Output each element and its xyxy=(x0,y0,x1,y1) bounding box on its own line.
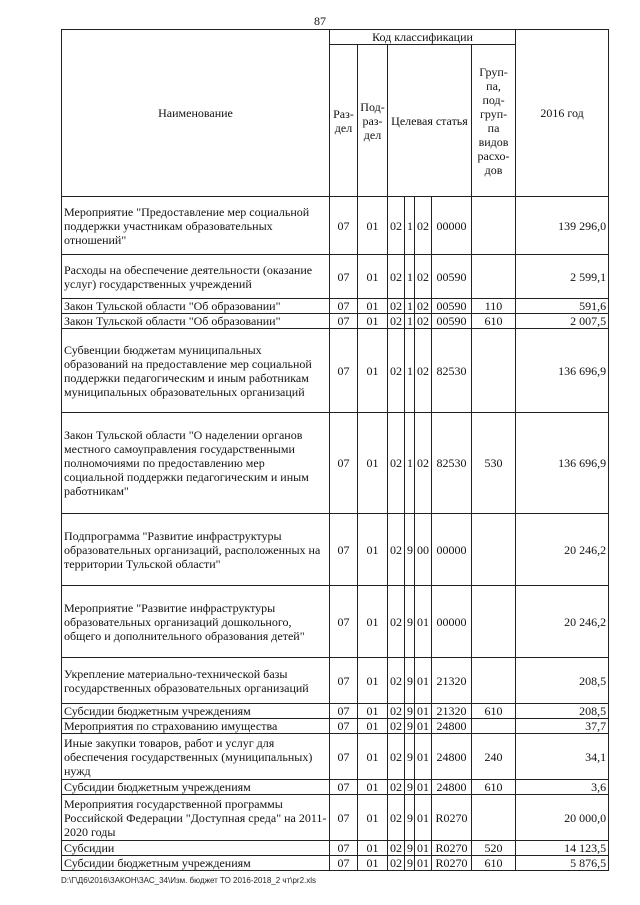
cell-t3: 02 xyxy=(415,413,432,514)
cell-pr: 01 xyxy=(358,329,388,413)
cell-sum: 34,1 xyxy=(516,734,609,780)
cell-rz: 07 xyxy=(330,197,358,255)
cell-name: Расходы на обеспечение деятельности (оказание услуг) государственных учреждений xyxy=(62,255,330,299)
cell-t3: 02 xyxy=(415,329,432,413)
cell-t4: 21320 xyxy=(432,658,472,704)
cell-name: Закон Тульской области "О наделении органов местного самоуправления государственными полномочиями по предоставлению мер социальной поддержки педагогическим и иным работникам" xyxy=(62,413,330,514)
cell-name: Субсидии бюджетным учреждениям xyxy=(62,704,330,719)
cell-rz: 07 xyxy=(330,514,358,586)
cell-t4: 00590 xyxy=(432,314,472,329)
table-row xyxy=(62,841,609,856)
cell-rz: 07 xyxy=(330,314,358,329)
cell-t2: 9 xyxy=(405,658,415,704)
cell-pr: 01 xyxy=(358,704,388,719)
table-row xyxy=(62,255,609,299)
cell-t4: 82530 xyxy=(432,329,472,413)
cell-t1: 02 xyxy=(388,780,405,795)
cell-pr: 01 xyxy=(358,658,388,704)
cell-pr: 01 xyxy=(358,413,388,514)
table-body xyxy=(62,197,609,871)
cell-name: Мероприятия по страхованию имущества xyxy=(62,719,330,734)
cell-t2: 1 xyxy=(405,255,415,299)
cell-name: Закон Тульской области "Об образовании" xyxy=(62,314,330,329)
cell-t2: 9 xyxy=(405,734,415,780)
cell-sum: 20 246,2 xyxy=(516,586,609,658)
cell-vr: 610 xyxy=(472,704,516,719)
cell-t1: 02 xyxy=(388,413,405,514)
cell-t1: 02 xyxy=(388,329,405,413)
cell-vr: 110 xyxy=(472,299,516,314)
cell-t4: 24800 xyxy=(432,719,472,734)
cell-t4: R0270 xyxy=(432,856,472,871)
cell-t1: 02 xyxy=(388,658,405,704)
table-row xyxy=(62,795,609,841)
table-row xyxy=(62,197,609,255)
cell-t3: 02 xyxy=(415,197,432,255)
cell-name: Мероприятия государственной программы Российской Федерации "Доступная среда" на 2011-2020 годы xyxy=(62,795,330,841)
cell-t2: 9 xyxy=(405,704,415,719)
cell-name: Мероприятие "Развитие инфраструктуры образовательных организаций дошкольного, общего и дополнительного образования детей" xyxy=(62,586,330,658)
cell-pr: 01 xyxy=(358,734,388,780)
cell-t4: 24800 xyxy=(432,780,472,795)
header-year: 2016 год xyxy=(516,30,609,197)
cell-vr xyxy=(472,658,516,704)
cell-t1: 02 xyxy=(388,314,405,329)
cell-name: Закон Тульской области "Об образовании" xyxy=(62,299,330,314)
cell-vr xyxy=(472,514,516,586)
header-subsection: Под- раз- дел xyxy=(358,45,388,197)
cell-t2: 1 xyxy=(405,197,415,255)
cell-pr: 01 xyxy=(358,314,388,329)
cell-t3: 01 xyxy=(415,841,432,856)
cell-pr: 01 xyxy=(358,255,388,299)
cell-name: Мероприятие "Предоставление мер социальной поддержки участникам образовательных отношений" xyxy=(62,197,330,255)
cell-vr xyxy=(472,719,516,734)
cell-vr xyxy=(472,197,516,255)
cell-vr xyxy=(472,795,516,841)
cell-t3: 00 xyxy=(415,514,432,586)
cell-t4: 00590 xyxy=(432,299,472,314)
cell-rz: 07 xyxy=(330,413,358,514)
cell-name: Подпрограмма "Развитие инфраструктуры образовательных организаций, расположенных на территории Тульской области" xyxy=(62,514,330,586)
cell-vr xyxy=(472,329,516,413)
cell-t3: 01 xyxy=(415,780,432,795)
header-code-group: Код классификации xyxy=(330,30,516,45)
table-row xyxy=(62,704,609,719)
cell-t3: 01 xyxy=(415,856,432,871)
cell-t3: 01 xyxy=(415,658,432,704)
cell-rz: 07 xyxy=(330,704,358,719)
cell-t2: 9 xyxy=(405,514,415,586)
cell-sum: 591,6 xyxy=(516,299,609,314)
cell-t4: 00000 xyxy=(432,197,472,255)
cell-t1: 02 xyxy=(388,586,405,658)
page-number: 87 xyxy=(314,14,326,28)
cell-t2: 1 xyxy=(405,413,415,514)
cell-sum: 208,5 xyxy=(516,704,609,719)
cell-t2: 9 xyxy=(405,586,415,658)
cell-rz: 07 xyxy=(330,255,358,299)
header-target: Целевая статья xyxy=(388,45,472,197)
table-row xyxy=(62,856,609,871)
cell-name: Укрепление материально-технической базы государственных образовательных организаций xyxy=(62,658,330,704)
cell-vr: 240 xyxy=(472,734,516,780)
cell-sum: 208,5 xyxy=(516,658,609,704)
table-row xyxy=(62,734,609,780)
table-row xyxy=(62,413,609,514)
cell-t2: 9 xyxy=(405,795,415,841)
cell-name: Субсидии бюджетным учреждениям xyxy=(62,856,330,871)
cell-rz: 07 xyxy=(330,734,358,780)
cell-t2: 1 xyxy=(405,299,415,314)
cell-t2: 1 xyxy=(405,314,415,329)
header-name: Наименование xyxy=(62,30,330,197)
cell-t4: 82530 xyxy=(432,413,472,514)
table-row xyxy=(62,314,609,329)
cell-pr: 01 xyxy=(358,841,388,856)
cell-name: Субсидии бюджетным учреждениям xyxy=(62,780,330,795)
cell-vr: 610 xyxy=(472,314,516,329)
cell-t1: 02 xyxy=(388,197,405,255)
cell-t4: R0270 xyxy=(432,795,472,841)
cell-t2: 9 xyxy=(405,719,415,734)
cell-t1: 02 xyxy=(388,795,405,841)
cell-sum: 2 007,5 xyxy=(516,314,609,329)
cell-sum: 5 876,5 xyxy=(516,856,609,871)
cell-name: Субвенции бюджетам муниципальных образований на предоставление мер социальной поддержки педагогическим и иным работникам муниципальных образовательных организаций xyxy=(62,329,330,413)
cell-t3: 02 xyxy=(415,314,432,329)
cell-vr: 520 xyxy=(472,841,516,856)
cell-t1: 02 xyxy=(388,299,405,314)
cell-rz: 07 xyxy=(330,658,358,704)
cell-sum: 20 000,0 xyxy=(516,795,609,841)
cell-t1: 02 xyxy=(388,255,405,299)
table-row xyxy=(62,586,609,658)
cell-t3: 01 xyxy=(415,734,432,780)
cell-pr: 01 xyxy=(358,197,388,255)
file-path-footer: D:\Г\Д6\2016\ЗАКОН\ЗАС_34\Изм. бюджет ТО 2016-2018_2 чт\pr2.xls xyxy=(61,876,317,885)
cell-vr xyxy=(472,255,516,299)
cell-rz: 07 xyxy=(330,856,358,871)
cell-t3: 02 xyxy=(415,299,432,314)
cell-name: Иные закупки товаров, работ и услуг для обеспечения государственных (муниципальных) нужд xyxy=(62,734,330,780)
table-row xyxy=(62,719,609,734)
cell-t1: 02 xyxy=(388,841,405,856)
cell-t3: 01 xyxy=(415,719,432,734)
cell-sum: 2 599,1 xyxy=(516,255,609,299)
cell-sum: 14 123,5 xyxy=(516,841,609,856)
cell-pr: 01 xyxy=(358,856,388,871)
cell-pr: 01 xyxy=(358,586,388,658)
cell-t4: 00590 xyxy=(432,255,472,299)
cell-t1: 02 xyxy=(388,856,405,871)
cell-t4: 21320 xyxy=(432,704,472,719)
budget-table xyxy=(61,29,609,871)
cell-vr xyxy=(472,586,516,658)
cell-vr: 530 xyxy=(472,413,516,514)
cell-t3: 01 xyxy=(415,795,432,841)
cell-vr: 610 xyxy=(472,856,516,871)
cell-rz: 07 xyxy=(330,795,358,841)
cell-name: Субсидии xyxy=(62,841,330,856)
cell-t4: 24800 xyxy=(432,734,472,780)
cell-pr: 01 xyxy=(358,719,388,734)
cell-t3: 02 xyxy=(415,255,432,299)
cell-t4: R0270 xyxy=(432,841,472,856)
cell-rz: 07 xyxy=(330,719,358,734)
header-section: Раз- дел xyxy=(330,45,358,197)
cell-rz: 07 xyxy=(330,780,358,795)
cell-sum: 37,7 xyxy=(516,719,609,734)
cell-rz: 07 xyxy=(330,841,358,856)
cell-rz: 07 xyxy=(330,586,358,658)
table-row xyxy=(62,329,609,413)
table-row xyxy=(62,514,609,586)
cell-pr: 01 xyxy=(358,795,388,841)
cell-rz: 07 xyxy=(330,299,358,314)
cell-sum: 3,6 xyxy=(516,780,609,795)
table-row xyxy=(62,299,609,314)
header-expense-group: Груп- па, под- груп- па видов расхо- дов xyxy=(472,45,516,197)
cell-t1: 02 xyxy=(388,719,405,734)
cell-pr: 01 xyxy=(358,514,388,586)
cell-t1: 02 xyxy=(388,704,405,719)
cell-sum: 136 696,9 xyxy=(516,413,609,514)
cell-t1: 02 xyxy=(388,734,405,780)
cell-vr: 610 xyxy=(472,780,516,795)
cell-t2: 1 xyxy=(405,329,415,413)
cell-rz: 07 xyxy=(330,329,358,413)
cell-sum: 136 696,9 xyxy=(516,329,609,413)
cell-t4: 00000 xyxy=(432,586,472,658)
cell-sum: 139 296,0 xyxy=(516,197,609,255)
cell-pr: 01 xyxy=(358,780,388,795)
cell-t3: 01 xyxy=(415,586,432,658)
cell-t2: 9 xyxy=(405,780,415,795)
table-row xyxy=(62,658,609,704)
cell-pr: 01 xyxy=(358,299,388,314)
cell-t2: 9 xyxy=(405,841,415,856)
cell-t4: 00000 xyxy=(432,514,472,586)
cell-t1: 02 xyxy=(388,514,405,586)
table-row xyxy=(62,780,609,795)
cell-sum: 20 246,2 xyxy=(516,514,609,586)
cell-t3: 01 xyxy=(415,704,432,719)
cell-t2: 9 xyxy=(405,856,415,871)
